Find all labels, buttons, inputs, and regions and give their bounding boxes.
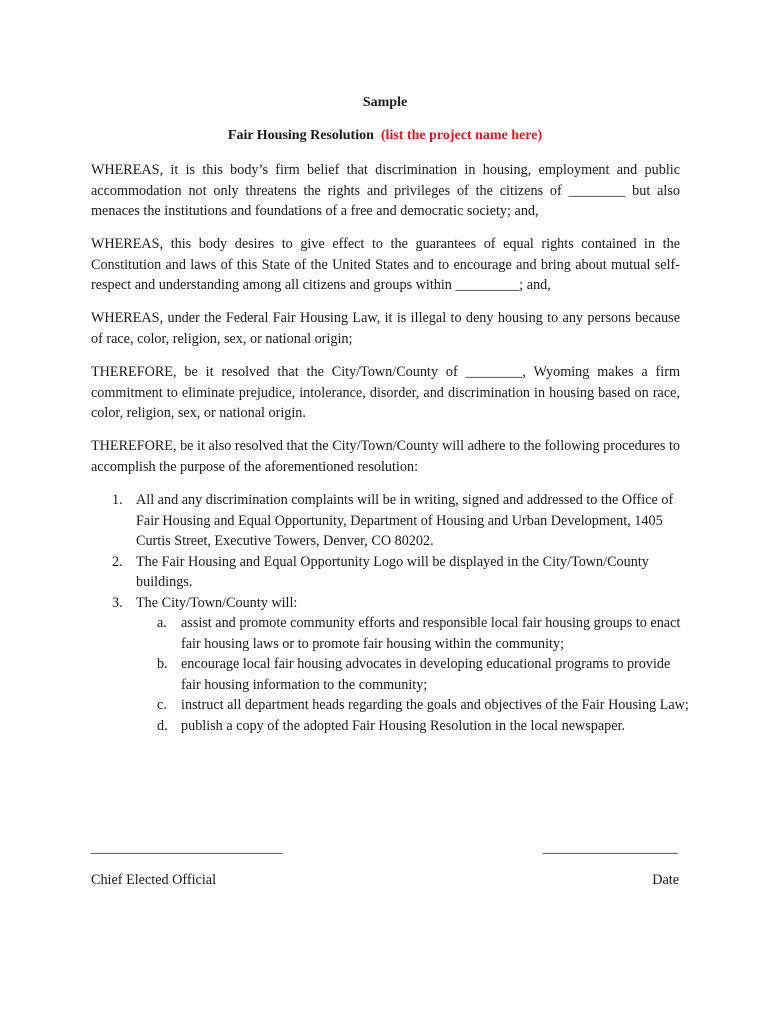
list-number: 1. xyxy=(112,492,123,508)
official-signature-line: ___________________________ xyxy=(91,840,283,856)
procedures-list xyxy=(91,490,691,736)
list-number: 2. xyxy=(112,553,123,570)
project-name-placeholder: (list the project name here) xyxy=(380,128,543,143)
sublist-item xyxy=(136,613,691,654)
therefore-paragraph-1: THEREFORE, be it resolved that the City/Town/County of ________, Wyoming makes a firm commitment to eliminate prejudice, intolerance, disorder, and discrimination in housing based on race, color, religion, sex, or national origin. xyxy=(91,364,680,421)
therefore-paragraph-2: THEREFORE, be it also resolved that the City/Town/County will adhere to the following procedures to accomplish the purpose of the aforementioned resolution: xyxy=(91,438,680,475)
sublist-letter: c. xyxy=(157,697,167,713)
sublist-item xyxy=(136,716,691,737)
sublist-item xyxy=(136,695,691,716)
official-label: Chief Elected Official xyxy=(91,872,217,888)
list-item-text: The Fair Housing and Equal Opportunity Logo will be displayed in the City/Town/County buildings. xyxy=(136,553,649,590)
resolution-title: Fair Housing Resolution xyxy=(227,128,374,143)
sublist-letter: b. xyxy=(157,656,168,672)
whereas-paragraph-2: WHEREAS, this body desires to give effect to the guarantees of equal rights contained in the Constitution and laws of this State of the United States and to encourage and bring about mutual self-respect and understanding among all citizens and groups within _________; and, xyxy=(91,236,680,293)
whereas-paragraph-1: WHEREAS, it is this body’s firm belief that discrimination in housing, employment and public accommodation not only threatens the rights and privileges of the citizens of ________ but also menaces the institutions and foundations of a free and democratic society; and, xyxy=(91,162,680,219)
date-signature-line: ___________________ xyxy=(543,840,678,856)
sublist-item-text: encourage local fair housing advocates in developing educational programs to provide fair housing information to the community; xyxy=(181,656,671,693)
county-actions-list xyxy=(136,613,691,736)
whereas-paragraph-3: WHEREAS, under the Federal Fair Housing Law, it is illegal to deny housing to any persons because of race, color, religion, sex, or national origin; xyxy=(91,310,680,347)
document-title xyxy=(0,126,770,146)
list-item xyxy=(91,593,691,737)
list-item xyxy=(91,490,691,552)
list-item-text: The City/Town/County will: xyxy=(136,594,298,611)
list-item-text: All and any discrimination complaints will be in writing, signed and addressed to the Office of Fair Housing and Equal Opportunity, Department of Housing and Urban Development, 1405 Curtis Street, Executive Towers, Denver, CO 80202. xyxy=(136,492,674,549)
sublist-letter: d. xyxy=(157,717,168,734)
sublist-item xyxy=(136,654,691,695)
date-label: Date xyxy=(652,872,679,888)
sublist-item-text: assist and promote community efforts and responsible local fair housing groups to enact fair housing laws or to promote fair housing within the community; xyxy=(181,615,681,652)
sublist-item-text: instruct all department heads regarding the goals and objectives of the Fair Housing Law; xyxy=(181,697,689,713)
sublist-letter: a. xyxy=(157,615,167,631)
sublist-item-text: publish a copy of the adopted Fair Housing Resolution in the local newspaper. xyxy=(181,717,626,734)
document-sample-label: Sample xyxy=(362,95,408,110)
list-item xyxy=(91,552,691,593)
list-number: 3. xyxy=(112,594,123,611)
